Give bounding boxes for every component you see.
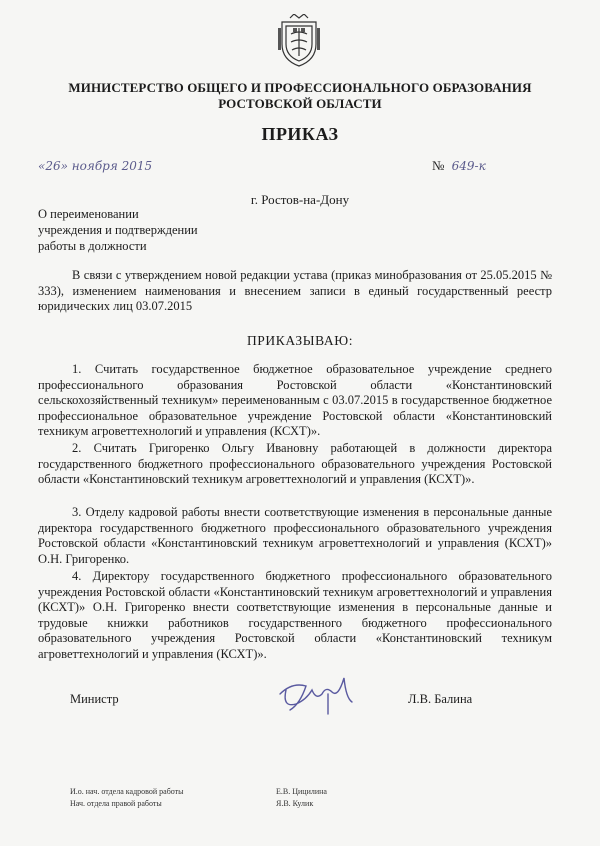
order-keyword: ПРИКАЗЫВАЮ: [246,333,354,348]
subject-line: О переименовании [38,207,139,221]
footer-line: Е.В. Цицилина [276,787,327,796]
signatory-name: Л.В. Балина [408,692,473,706]
ministry-line-2: РОСТОВСКОЙ ОБЛАСТИ [218,96,382,111]
ministry-line-1: МИНИСТЕРСТВО ОБЩЕГО И ПРОФЕССИОНАЛЬНОГО ОБРАЗОВАНИЯ [68,80,532,95]
order-item-1 [38,362,552,440]
order-item-2 [38,441,552,488]
order-item-text: 1. Считать государственное бюджетное образовательное учреждение среднего профессионального образования Ростовской области «Константиновский сельскохозяйственный техникум» переименованным с 03.07.2015 в государственное бюджетное профессиональное образовательное учреждение Ростовской области «Константиновский техникум агроветтехнологий и управления (КСХТ)». [38,362,552,438]
handwritten-signature-icon [272,664,362,722]
city-line: г. Ростов-на-Дону [250,192,350,207]
preamble-text: В связи с утверждением новой редакции устава (приказ минобразования от 25.05.2015 № 333), изменением наименования и внесением записи в единый государственный реестр юридических лиц 03.07.2015 [38,268,552,313]
order-item-3 [38,505,552,567]
order-item-text: 3. Отделу кадровой работы внести соответствующие изменения в персональные данные директора государственного бюджетного профессионального образовательного учреждения Ростовской области «Константиновский техникум агроветтехнологий и управления (КСХТ)» О.Н. Григоренко. [38,505,552,566]
order-subject [38,206,198,254]
footer-approvals-left [70,786,184,810]
footer-line: Я.В. Кулик [276,799,314,808]
ministry-header [20,80,580,112]
number-prefix: № [432,158,445,173]
preamble [38,268,552,315]
coat-of-arms-icon [276,14,322,68]
subject-line: работы в должности [38,239,147,253]
document-title: ПРИКАЗ [261,124,339,144]
order-number [432,158,486,174]
order-item-text: 4. Директору государственного бюджетного профессионального образовательного учреждения Ростовской области «Константиновский техникум агроветтехнологий и управления (КСХТ)» О.Н. Григоренко внести соответствующие изменения в персональные данные и трудовые книжки работников государственного бюджетного профессионального образовательного учреждения Ростовской области «Константиновский техникум агроветтехнологий и управления (КСХТ)». [38,569,552,661]
order-item-text: 2. Считать Григоренко Ольгу Ивановну работающей в должности директора государственного бюджетного профессионального образовательного учреждения Ростовской области «Константиновский техникум агроветтехнологий и управления (КСХТ)». [38,441,552,486]
footer-line: И.о. нач. отдела кадровой работы [70,787,184,796]
order-item-4 [38,569,552,662]
signatory-position: Министр [70,692,119,706]
footer-line: Нач. отдела правой работы [70,799,162,808]
subject-line: учреждения и подтверждении [38,223,198,237]
order-date: «26» ноября 2015 [38,159,153,173]
footer-approvals-right [276,786,327,810]
number-value: 649-к [451,159,486,173]
